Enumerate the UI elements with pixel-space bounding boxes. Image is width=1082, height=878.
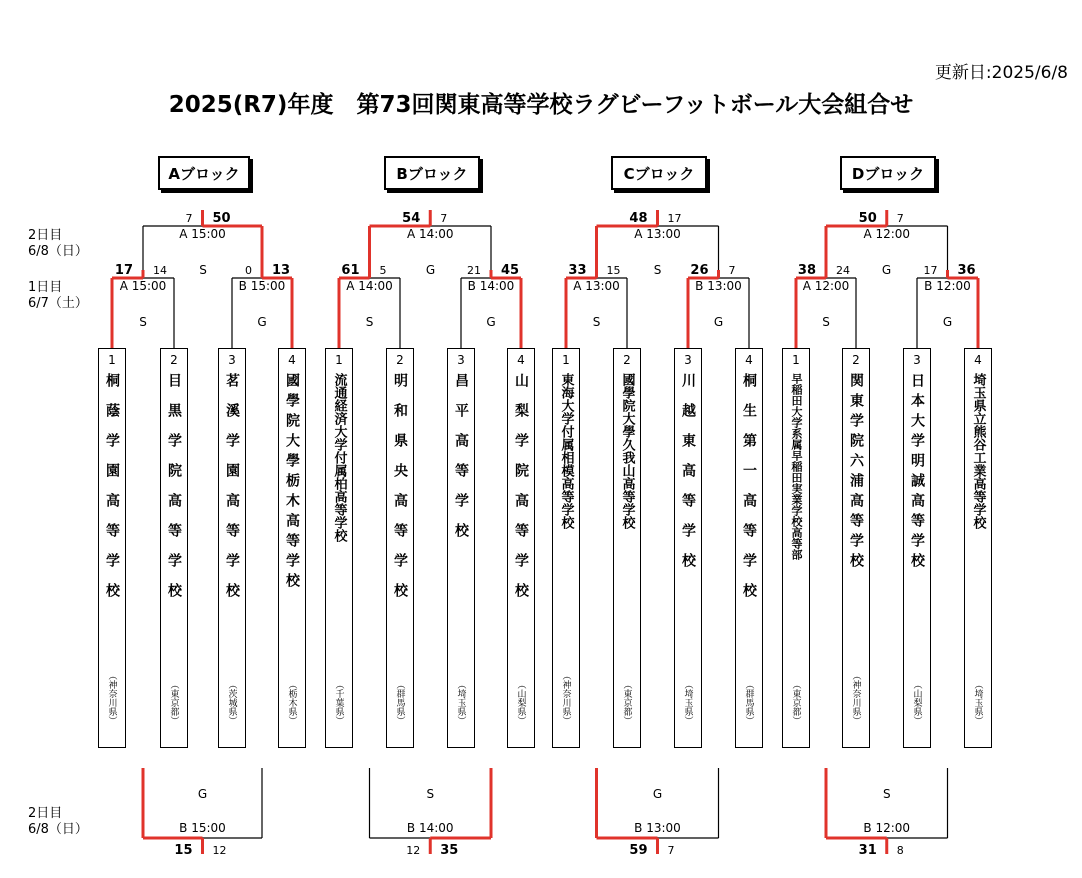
r1-match-time: A 14:00 bbox=[346, 279, 393, 293]
team-prefecture: （埼玉県） bbox=[682, 680, 693, 725]
team-prefecture: （埼玉県） bbox=[972, 680, 983, 725]
team-name: 東海大学付属相模高等学校 bbox=[558, 373, 574, 529]
r1-ground: G bbox=[713, 315, 724, 329]
r1-match-time: B 12:00 bbox=[924, 279, 971, 293]
loser-score-left: 12 bbox=[406, 844, 421, 857]
r1-score-left: 33 bbox=[568, 263, 587, 278]
team-prefecture: （群馬県） bbox=[743, 680, 754, 725]
team-seed-number: 1 bbox=[792, 353, 800, 367]
r1-score-right: 45 bbox=[501, 263, 520, 278]
team-prefecture: （東京都） bbox=[168, 680, 179, 725]
team-name: 川越東高等学校 bbox=[680, 373, 696, 583]
loser-score-left: 59 bbox=[629, 843, 648, 858]
team-prefecture: （神奈川県） bbox=[560, 671, 571, 725]
loser-match-time: B 14:00 bbox=[406, 821, 454, 835]
r1-score-right: 14 bbox=[153, 264, 167, 277]
team-seed-number: 3 bbox=[913, 353, 921, 367]
r1-match-time: B 14:00 bbox=[467, 279, 515, 293]
day-label-date: 6/7（土） bbox=[28, 296, 88, 311]
r1-ground: G bbox=[942, 315, 953, 329]
r2-score-right: 50 bbox=[212, 211, 231, 226]
r1-ground: G bbox=[257, 315, 267, 329]
team-box bbox=[507, 348, 535, 748]
r1-score-left: 21 bbox=[467, 264, 481, 277]
team-seed-number: 4 bbox=[745, 353, 753, 367]
team-seed-number: 4 bbox=[288, 353, 296, 367]
r1-score-right: 36 bbox=[957, 263, 976, 278]
loser-score-right: 12 bbox=[212, 844, 227, 857]
r2-score-left: 54 bbox=[402, 211, 421, 226]
team-name: 日本大学明誠高等学校 bbox=[909, 373, 925, 573]
team-prefecture: （東京都） bbox=[621, 680, 632, 725]
team-box bbox=[325, 348, 353, 748]
r1-match-time: B 13:00 bbox=[695, 279, 742, 293]
team-name: 國學院大學久我山高等学校 bbox=[619, 373, 635, 529]
team-box bbox=[782, 348, 810, 748]
r1-ground-mid: G bbox=[425, 263, 436, 277]
team-prefecture: （栃木県） bbox=[286, 680, 297, 725]
r1-match-time: A 13:00 bbox=[573, 279, 620, 293]
r2-score-right: 7 bbox=[440, 212, 448, 225]
team-prefecture: （山梨県） bbox=[911, 680, 922, 725]
team-name: 山梨学院高等学校 bbox=[513, 373, 529, 613]
r1-score-left: 38 bbox=[797, 263, 816, 278]
loser-match-time: B 15:00 bbox=[179, 821, 226, 835]
team-box bbox=[160, 348, 188, 748]
team-seed-number: 3 bbox=[457, 353, 465, 367]
day-label-date: 6/8（日） bbox=[28, 822, 88, 837]
team-prefecture: （群馬県） bbox=[394, 680, 405, 725]
block-label: Cブロック bbox=[611, 156, 707, 190]
r2-score-left: 7 bbox=[185, 212, 193, 225]
loser-ground: G bbox=[652, 787, 663, 801]
team-prefecture: （神奈川県） bbox=[850, 671, 861, 725]
r2-score-left: 50 bbox=[858, 211, 877, 226]
team-prefecture: （山梨県） bbox=[515, 680, 526, 725]
team-name: 流通経済大学付属柏高等学校 bbox=[331, 373, 347, 542]
team-seed-number: 3 bbox=[228, 353, 236, 367]
r1-score-left: 17 bbox=[923, 264, 938, 277]
loser-match-time: B 12:00 bbox=[863, 821, 911, 835]
loser-score-left: 15 bbox=[174, 843, 193, 858]
team-box bbox=[278, 348, 306, 748]
r1-ground-mid: S bbox=[199, 263, 207, 277]
team-name: 桐蔭学園高等学校 bbox=[104, 373, 120, 613]
team-seed-number: 4 bbox=[974, 353, 982, 367]
team-box bbox=[674, 348, 702, 748]
r2-score-right: 17 bbox=[667, 212, 682, 225]
loser-ground: S bbox=[426, 787, 435, 801]
team-seed-number: 2 bbox=[396, 353, 404, 367]
team-name: 昌平高等学校 bbox=[453, 373, 469, 553]
team-seed-number: 1 bbox=[335, 353, 343, 367]
team-box bbox=[552, 348, 580, 748]
team-prefecture: （神奈川県） bbox=[106, 671, 117, 725]
r1-ground: G bbox=[486, 315, 496, 329]
block-label: Dブロック bbox=[840, 156, 936, 190]
r1-ground-mid: S bbox=[653, 263, 662, 277]
team-name: 桐生第一高等学校 bbox=[741, 373, 757, 613]
team-seed-number: 2 bbox=[170, 353, 178, 367]
loser-ground: G bbox=[197, 787, 208, 801]
r1-score-right: 13 bbox=[272, 263, 291, 278]
team-prefecture: （埼玉県） bbox=[455, 680, 466, 725]
team-name: 明和県央高等学校 bbox=[392, 373, 408, 613]
team-box bbox=[447, 348, 475, 748]
day-label-line: 2日目 bbox=[28, 228, 63, 243]
r1-match-time: A 12:00 bbox=[802, 279, 850, 293]
team-name: 埼玉県立熊谷工業高等学校 bbox=[970, 373, 986, 529]
loser-match-time: B 13:00 bbox=[634, 821, 681, 835]
r1-score-left: 17 bbox=[114, 263, 133, 278]
team-name: 早稲田大学系属早稲田実業学校高等部 bbox=[790, 373, 803, 560]
team-seed-number: 3 bbox=[684, 353, 692, 367]
team-box bbox=[613, 348, 641, 748]
team-box bbox=[903, 348, 931, 748]
r2-score-left: 48 bbox=[629, 211, 648, 226]
loser-ground: S bbox=[882, 787, 891, 801]
team-box bbox=[218, 348, 246, 748]
team-prefecture: （東京都） bbox=[790, 680, 801, 725]
updated-date: 更新日:2025/6/8 bbox=[934, 63, 1068, 83]
team-seed-number: 4 bbox=[517, 353, 525, 367]
team-name: 関東学院六浦高等学校 bbox=[848, 373, 864, 573]
r1-score-left: 26 bbox=[690, 263, 709, 278]
team-name: 目黒学院高等学校 bbox=[166, 373, 182, 613]
team-name: 茗溪学園高等学校 bbox=[224, 373, 240, 613]
team-prefecture: （茨城県） bbox=[226, 680, 237, 725]
r2-match-time: A 13:00 bbox=[634, 227, 681, 241]
r2-score-right: 7 bbox=[896, 212, 904, 225]
team-box bbox=[735, 348, 763, 748]
day-label-line: 1日目 bbox=[28, 280, 63, 295]
block-label: Bブロック bbox=[384, 156, 480, 190]
block-label: Aブロック bbox=[158, 156, 250, 190]
r1-score-right: 15 bbox=[606, 264, 621, 277]
team-box bbox=[386, 348, 414, 748]
r1-ground-mid: G bbox=[881, 263, 892, 277]
r1-match-time: A 15:00 bbox=[119, 279, 167, 293]
r1-ground: S bbox=[365, 315, 374, 329]
team-seed-number: 1 bbox=[108, 353, 116, 367]
r1-match-time: B 15:00 bbox=[238, 279, 286, 293]
r2-match-time: A 14:00 bbox=[406, 227, 454, 241]
team-box bbox=[964, 348, 992, 748]
loser-score-right: 7 bbox=[667, 844, 675, 857]
r1-score-left: 0 bbox=[245, 264, 252, 277]
r1-score-right: 24 bbox=[836, 264, 850, 277]
team-name: 國學院大學栃木高等学校 bbox=[284, 373, 300, 593]
page-title: 2025(R7)年度 第73回関東高等学校ラグビーフットボール大会組合せ bbox=[168, 92, 914, 118]
team-prefecture: （千葉県） bbox=[333, 680, 344, 725]
r1-ground: S bbox=[592, 315, 601, 329]
team-box bbox=[842, 348, 870, 748]
team-seed-number: 2 bbox=[623, 353, 631, 367]
team-box bbox=[98, 348, 126, 748]
team-seed-number: 2 bbox=[852, 353, 860, 367]
loser-score-right: 35 bbox=[440, 843, 459, 858]
loser-score-right: 8 bbox=[896, 844, 904, 857]
r1-ground: S bbox=[139, 315, 147, 329]
r1-score-left: 61 bbox=[341, 263, 360, 278]
day-label-line: 2日目 bbox=[28, 806, 63, 821]
r2-match-time: A 15:00 bbox=[179, 227, 226, 241]
loser-score-left: 31 bbox=[858, 843, 877, 858]
r2-match-time: A 12:00 bbox=[863, 227, 911, 241]
r1-score-right: 5 bbox=[379, 264, 387, 277]
team-seed-number: 1 bbox=[562, 353, 570, 367]
r1-score-right: 7 bbox=[728, 264, 736, 277]
r1-ground: S bbox=[822, 315, 830, 329]
day-label-date: 6/8（日） bbox=[28, 244, 88, 259]
